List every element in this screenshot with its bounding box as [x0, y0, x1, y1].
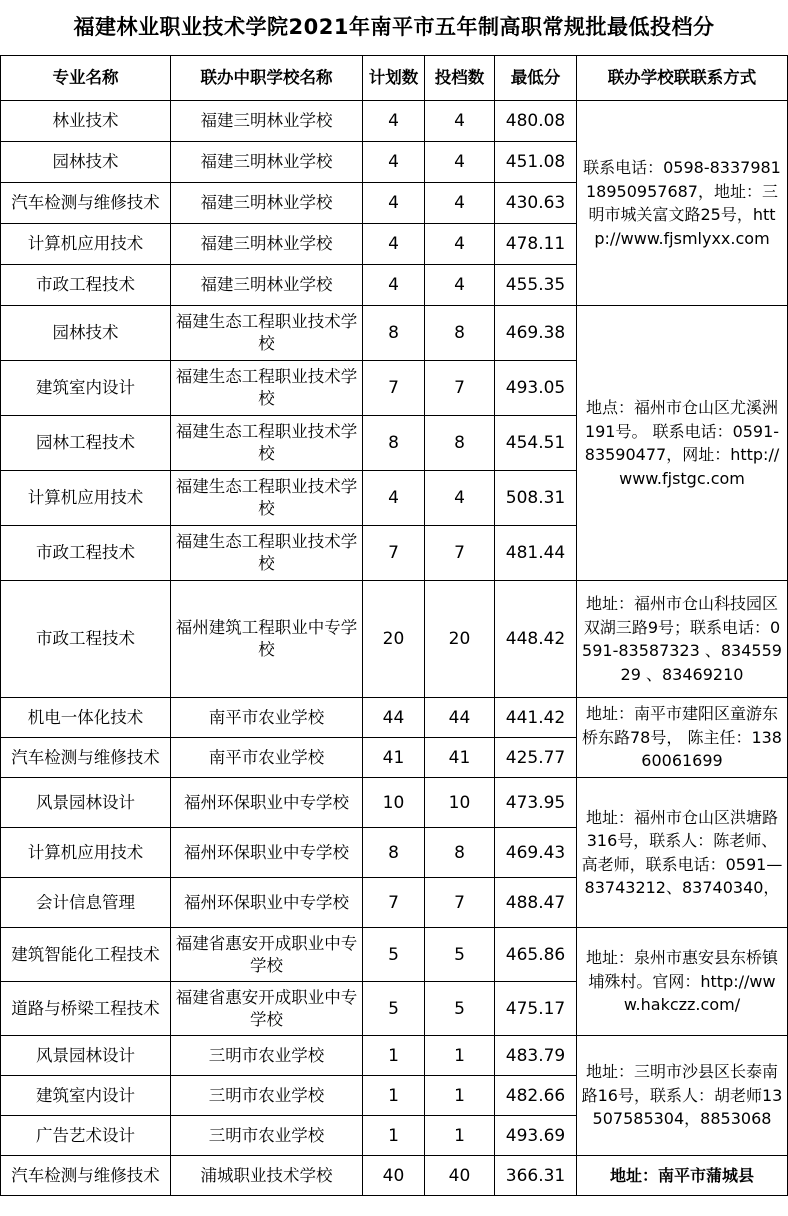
admitted-cell: 7	[425, 361, 495, 416]
min-score-cell: 455.35	[495, 265, 577, 306]
school-cell: 福州环保职业中专学校	[171, 828, 363, 878]
school-cell: 三明市农业学校	[171, 1036, 363, 1076]
admitted-cell: 8	[425, 306, 495, 361]
contact-cell: 地址：南平市建阳区童游东桥东路78号， 陈主任：13860061699	[577, 698, 788, 778]
table-row	[1, 101, 788, 142]
admitted-cell: 4	[425, 265, 495, 306]
school-cell: 福建生态工程职业技术学校	[171, 416, 363, 471]
min-score-cell: 366.31	[495, 1156, 577, 1196]
plan-cell: 8	[363, 306, 425, 361]
major-cell: 建筑室内设计	[1, 361, 171, 416]
major-cell: 汽车检测与维修技术	[1, 183, 171, 224]
major-cell: 计算机应用技术	[1, 471, 171, 526]
min-score-cell: 481.44	[495, 526, 577, 581]
plan-cell: 20	[363, 581, 425, 698]
min-score-cell: 493.05	[495, 361, 577, 416]
plan-cell: 4	[363, 183, 425, 224]
school-cell: 福州环保职业中专学校	[171, 878, 363, 928]
table-row	[1, 778, 788, 828]
admitted-cell: 8	[425, 416, 495, 471]
school-cell: 福建三明林业学校	[171, 101, 363, 142]
table-row	[1, 306, 788, 361]
major-cell: 园林技术	[1, 142, 171, 183]
min-score-cell: 488.47	[495, 878, 577, 928]
contact-cell: 地址：福州市仓山区洪塘路316号，联系人：陈老师、高老师，联系电话：0591—83743212、83740340，	[577, 778, 788, 928]
header-school: 联办中职学校名称	[171, 56, 363, 101]
header-admitted: 投档数	[425, 56, 495, 101]
school-cell: 福建生态工程职业技术学校	[171, 471, 363, 526]
admitted-cell: 4	[425, 471, 495, 526]
major-cell: 园林技术	[1, 306, 171, 361]
plan-cell: 7	[363, 361, 425, 416]
table-row	[1, 1156, 788, 1196]
school-cell: 浦城职业技术学校	[171, 1156, 363, 1196]
plan-cell: 1	[363, 1116, 425, 1156]
major-cell: 计算机应用技术	[1, 224, 171, 265]
school-cell: 三明市农业学校	[171, 1076, 363, 1116]
min-score-cell: 475.17	[495, 982, 577, 1036]
admitted-cell: 7	[425, 526, 495, 581]
admitted-cell: 1	[425, 1116, 495, 1156]
table-row	[1, 581, 788, 698]
major-cell: 市政工程技术	[1, 526, 171, 581]
min-score-cell: 469.43	[495, 828, 577, 878]
major-cell: 风景园林设计	[1, 778, 171, 828]
plan-cell: 1	[363, 1076, 425, 1116]
major-cell: 汽车检测与维修技术	[1, 738, 171, 778]
plan-cell: 7	[363, 526, 425, 581]
major-cell: 园林工程技术	[1, 416, 171, 471]
major-cell: 计算机应用技术	[1, 828, 171, 878]
min-score-cell: 480.08	[495, 101, 577, 142]
admitted-cell: 41	[425, 738, 495, 778]
school-cell: 南平市农业学校	[171, 698, 363, 738]
contact-cell: 地址：三明市沙县区长泰南路16号，联系人：胡老师13507585304，8853068	[577, 1036, 788, 1156]
major-cell: 林业技术	[1, 101, 171, 142]
min-score-cell: 430.63	[495, 183, 577, 224]
header-row	[1, 56, 788, 101]
plan-cell: 4	[363, 142, 425, 183]
admitted-cell: 1	[425, 1076, 495, 1116]
min-score-cell: 441.42	[495, 698, 577, 738]
page-title: 福建林业职业技术学院2021年南平市五年制高职常规批最低投档分	[73, 15, 715, 39]
major-cell: 建筑室内设计	[1, 1076, 171, 1116]
school-cell: 福建生态工程职业技术学校	[171, 306, 363, 361]
school-cell: 福州建筑工程职业中专学校	[171, 581, 363, 698]
plan-cell: 4	[363, 265, 425, 306]
school-cell: 南平市农业学校	[171, 738, 363, 778]
admitted-cell: 7	[425, 878, 495, 928]
admitted-cell: 5	[425, 928, 495, 982]
major-cell: 汽车检测与维修技术	[1, 1156, 171, 1196]
min-score-cell: 469.38	[495, 306, 577, 361]
school-cell: 福建三明林业学校	[171, 183, 363, 224]
plan-cell: 5	[363, 982, 425, 1036]
school-cell: 福建省惠安开成职业中专学校	[171, 928, 363, 982]
plan-cell: 40	[363, 1156, 425, 1196]
major-cell: 市政工程技术	[1, 265, 171, 306]
admitted-cell: 4	[425, 224, 495, 265]
admitted-cell: 44	[425, 698, 495, 738]
min-score-cell: 508.31	[495, 471, 577, 526]
school-cell: 三明市农业学校	[171, 1116, 363, 1156]
major-cell: 会计信息管理	[1, 878, 171, 928]
plan-cell: 8	[363, 416, 425, 471]
header-min-score: 最低分	[495, 56, 577, 101]
header-plan: 计划数	[363, 56, 425, 101]
plan-cell: 41	[363, 738, 425, 778]
table-row	[1, 1036, 788, 1076]
admitted-cell: 10	[425, 778, 495, 828]
min-score-cell: 482.66	[495, 1076, 577, 1116]
admitted-cell: 4	[425, 142, 495, 183]
admitted-cell: 1	[425, 1036, 495, 1076]
school-cell: 福建生态工程职业技术学校	[171, 361, 363, 416]
table-row	[1, 928, 788, 982]
plan-cell: 8	[363, 828, 425, 878]
contact-cell: 地址：南平市蒲城县	[577, 1156, 788, 1196]
min-score-cell: 451.08	[495, 142, 577, 183]
school-cell: 福建三明林业学校	[171, 224, 363, 265]
admitted-cell: 8	[425, 828, 495, 878]
plan-cell: 4	[363, 101, 425, 142]
min-score-cell: 473.95	[495, 778, 577, 828]
major-cell: 风景园林设计	[1, 1036, 171, 1076]
plan-cell: 4	[363, 224, 425, 265]
header-contact: 联办学校联联系方式	[577, 56, 788, 101]
min-score-cell: 465.86	[495, 928, 577, 982]
plan-cell: 7	[363, 878, 425, 928]
contact-cell: 地址：福州市仓山科技园区双湖三路9号；联系电话：0591-83587323 、83455929 、83469210	[577, 581, 788, 698]
score-table	[0, 55, 788, 1196]
contact-cell: 地点：福州市仓山区尤溪洲191号。 联系电话：0591-83590477，网址：http://www.fjstgc.com	[577, 306, 788, 581]
min-score-cell: 454.51	[495, 416, 577, 471]
school-cell: 福建三明林业学校	[171, 142, 363, 183]
plan-cell: 44	[363, 698, 425, 738]
plan-cell: 5	[363, 928, 425, 982]
min-score-cell: 478.11	[495, 224, 577, 265]
major-cell: 道路与桥梁工程技术	[1, 982, 171, 1036]
admitted-cell: 40	[425, 1156, 495, 1196]
min-score-cell: 448.42	[495, 581, 577, 698]
major-cell: 机电一体化技术	[1, 698, 171, 738]
major-cell: 广告艺术设计	[1, 1116, 171, 1156]
plan-cell: 4	[363, 471, 425, 526]
contact-cell: 联系电话：0598-8337981 18950957687，地址：三明市城关富文路25号，http://www.fjsmlyxx.com	[577, 101, 788, 306]
school-cell: 福州环保职业中专学校	[171, 778, 363, 828]
contact-cell: 地址：泉州市惠安县东桥镇埔殊村。官网：http://www.hakczz.com/	[577, 928, 788, 1036]
min-score-cell: 483.79	[495, 1036, 577, 1076]
plan-cell: 10	[363, 778, 425, 828]
admitted-cell: 20	[425, 581, 495, 698]
school-cell: 福建省惠安开成职业中专学校	[171, 982, 363, 1036]
major-cell: 市政工程技术	[1, 581, 171, 698]
min-score-cell: 425.77	[495, 738, 577, 778]
header-major: 专业名称	[1, 56, 171, 101]
major-cell: 建筑智能化工程技术	[1, 928, 171, 982]
min-score-cell: 493.69	[495, 1116, 577, 1156]
table-row	[1, 698, 788, 738]
school-cell: 福建生态工程职业技术学校	[171, 526, 363, 581]
admitted-cell: 4	[425, 101, 495, 142]
school-cell: 福建三明林业学校	[171, 265, 363, 306]
admitted-cell: 4	[425, 183, 495, 224]
admitted-cell: 5	[425, 982, 495, 1036]
plan-cell: 1	[363, 1036, 425, 1076]
